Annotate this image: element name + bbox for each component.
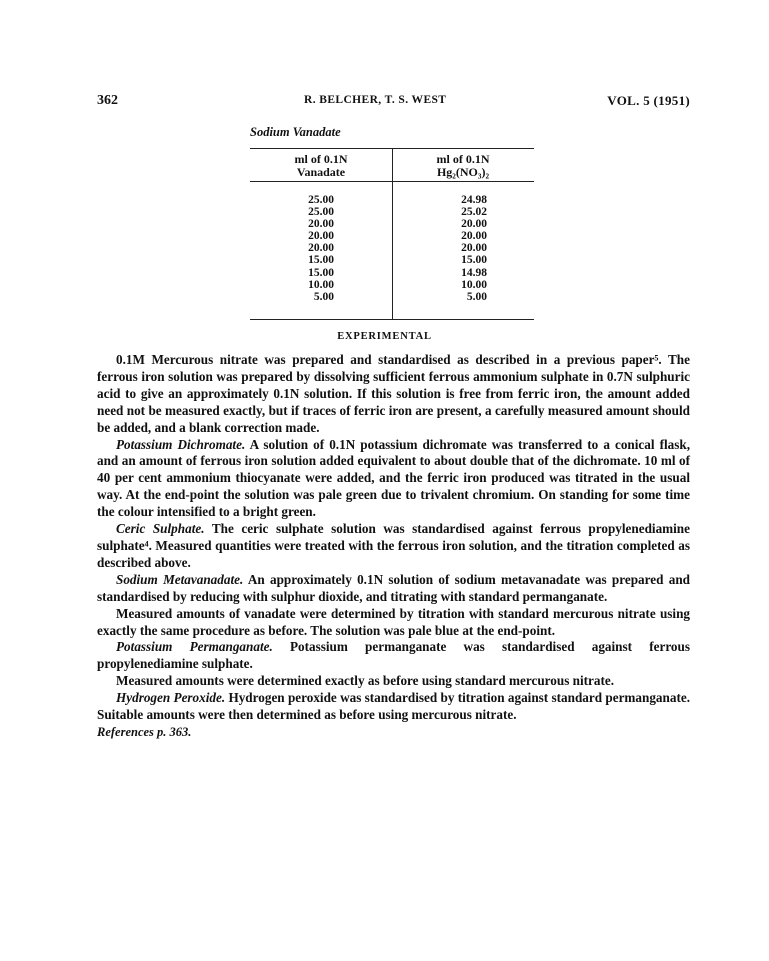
running-header bbox=[97, 93, 690, 111]
col1-header-line1: ml of 0.1N bbox=[294, 152, 348, 166]
table-cell: 20.00 bbox=[461, 218, 487, 231]
table-cell: 14.98 bbox=[461, 266, 487, 279]
col1-header bbox=[250, 149, 392, 181]
col2-header-line2: Hg₂(NO₃)₂ bbox=[436, 165, 490, 179]
paragraph-title: Hydrogen Peroxide. bbox=[116, 690, 226, 706]
paragraph-potassium-dichromate bbox=[97, 437, 690, 522]
table-cell: 20.00 bbox=[461, 230, 487, 243]
col2-header bbox=[392, 149, 534, 181]
col1-header-line2: Vanadate bbox=[296, 165, 346, 179]
paragraph-body: Potassium permanganate was standardised against ferrous propylenediamine sulphate. bbox=[97, 639, 690, 672]
section-heading: EXPERIMENTAL bbox=[337, 331, 432, 342]
paragraph-title: Potassium Permanganate. bbox=[116, 639, 273, 655]
table-cell: 15.00 bbox=[308, 266, 334, 279]
table-cell: 25.00 bbox=[308, 194, 334, 206]
col2-header-line1: ml of 0.1N bbox=[436, 152, 490, 166]
paragraph-potassium-permanganate bbox=[97, 639, 690, 673]
table-column-divider bbox=[392, 148, 393, 319]
paragraph-title: Potassium Dichromate. bbox=[116, 436, 246, 452]
paragraph-body: A solution of 0.1N potassium dichromate was transferred to a conical flask, and an amount of ferrous iron solution added equivalent to about double that of the dichromate. 10 ml of 40 per cent ammonium thiocyanate were added, and the ferric iron produced was titrated in the usual way. At the end-point the solution was pale green due to trivalent chromium. On standing for some time the colour intensified to a bright green. bbox=[97, 436, 690, 520]
paragraph-body: Hydrogen peroxide was standardised by titration against standard permanganate. Suitable amounts were then determined as before using mercurous nitrate. bbox=[97, 690, 690, 723]
table-cell: 15.00 bbox=[461, 254, 487, 267]
paragraph-mercurous-nitrate: 0.1M Mercurous nitrate was prepared and standardised as described in a previous paper⁵. The ferrous iron solution was prepared by dissolving sufficient ferrous ammonium sulphate in 0.7N sulphuric acid to give an approximately 0.1N solution. If this solution is free from ferric iron, the amount added need not be measured exactly, but if traces of ferric iron are present, a carefully measured amount should be added, and a blank correction made. bbox=[97, 352, 690, 435]
table-cell: 20.00 bbox=[308, 230, 334, 243]
table-cell: 25.00 bbox=[308, 206, 334, 219]
page-number: 362 bbox=[97, 93, 118, 108]
table-caption: Sodium Vanadate bbox=[250, 125, 341, 139]
paragraph-title: Sodium Metavanadate. bbox=[116, 571, 244, 587]
table-cell: 20.00 bbox=[308, 242, 334, 255]
references-note: References p. 363. bbox=[97, 724, 192, 739]
paragraph-hydrogen-peroxide bbox=[97, 690, 690, 724]
table-cell: 5.00 bbox=[466, 290, 487, 303]
table-cell: 5.00 bbox=[313, 290, 334, 303]
table-cell: 25.02 bbox=[461, 206, 487, 219]
paragraph-body: An approximately 0.1N solution of sodium metavanadate was prepared and standardised by reducing with sulphur dioxide, and titrating with standard permanganate. bbox=[97, 571, 690, 604]
volume-label: VOL. 5 (1951) bbox=[607, 93, 690, 108]
running-authors: R. BELCHER, T. S. WEST bbox=[304, 94, 447, 106]
paragraph-permanganate-determination: Measured amounts were determined exactly as before using standard mercurous nitrate. bbox=[116, 673, 615, 689]
table-cell: 10.00 bbox=[461, 278, 487, 291]
col2-values bbox=[392, 194, 534, 319]
table-cell: 20.00 bbox=[308, 218, 334, 231]
table-bottom-rule bbox=[250, 319, 534, 320]
table-cell: 20.00 bbox=[461, 242, 487, 255]
titration-table bbox=[250, 148, 534, 320]
paragraph-title: Ceric Sulphate. bbox=[116, 521, 205, 537]
paragraph-vanadate-determination: Measured amounts of vanadate were determined by titration with standard mercurous nitrate using exactly the same procedure as before. The solution was pale blue at the end-point. bbox=[97, 605, 690, 638]
table-cell: 15.00 bbox=[308, 254, 334, 267]
table-cell: 24.98 bbox=[461, 194, 487, 206]
body-text bbox=[97, 352, 690, 741]
col1-values bbox=[250, 194, 392, 319]
paragraph-ceric-sulphate bbox=[97, 521, 690, 572]
paragraph-sodium-metavanadate bbox=[97, 572, 690, 606]
paragraph-body: The ceric sulphate solution was standardised against ferrous propylenediamine sulphate⁴. Measured quantities were treated with the ferrous iron solution, and the titration completed as described above. bbox=[97, 521, 690, 570]
table-cell: 10.00 bbox=[308, 278, 334, 291]
